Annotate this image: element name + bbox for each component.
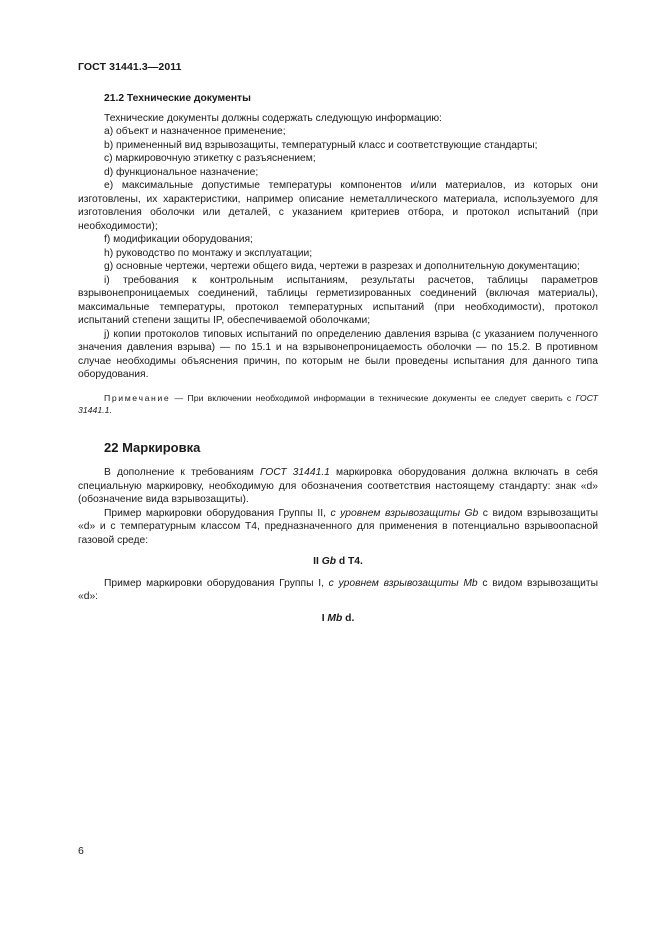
note-text: — При включении необходимой информации в технические документы ее следует сверить с [170, 392, 576, 403]
page-number: 6 [78, 845, 84, 857]
list-item: c) маркировочную этикетку с разъяснением; [104, 153, 316, 164]
note-reference: ГОСТ 31441.1 [78, 392, 598, 415]
p3-text-b: с видом взрывозащиты «d»: [78, 577, 598, 602]
document-header: ГОСТ 31441.3—2011 [78, 61, 182, 73]
section-22-paragraph-2 [78, 507, 598, 548]
p1-reference: ГОСТ 31441.1 [259, 467, 330, 478]
p1-text-b: маркировка оборудования должна включать в себя специальную маркировку, необходимую для обозначения соответствия настоящему стандарту: знак «d» (обозначение вида взрывозащиты). [78, 467, 598, 505]
list-item: e) максимальные допустимые температуры компонентов и/или материалов, из которых они изготовлены, их характеристики, например описание неметаллического материала, используемого для изготовления оболочки или деталей, с указанием критериев отбора, и протокол испытаний (при необходимости); [78, 180, 598, 232]
mark1-a: II [313, 556, 322, 567]
p3-text-a: Пример маркировки оборудования Группы I, [104, 577, 329, 589]
marking-example-1 [78, 555, 598, 569]
p1-text-a: В дополнение к требованиям [104, 467, 260, 478]
list-item: h) руководство по монтажу и эксплуатации; [104, 247, 313, 259]
section-22-paragraph-3 [78, 577, 598, 604]
document-body [78, 92, 598, 633]
marking-example-2 [78, 612, 598, 626]
list-item: g) основные чертежи, чертежи общего вида, чертежи в разрезах и дополнительную документацию; [104, 261, 580, 272]
mark2-italic: Mb [327, 612, 343, 624]
list-item: j) копии протоколов типовых испытаний по определению давления взрыва (с указанием полученного значения давления взрыва) — по 15.1 и на взрывонепроницаемость оболочки — по 15.2. В противном случае необходимы объяснения причин, по которым не были проведены испытания для данного типа оборудования. [78, 328, 598, 380]
p2-text-b: с видом взрывозащиты «d» и с температурным классом T4, предназначенного для применения в потенциально взрывоопасной газовой среде: [78, 507, 598, 546]
p2-italic: с уровнем взрывозащиты Gb [330, 507, 479, 519]
section-22-paragraph-1 [78, 466, 598, 507]
mark1-b: d T4. [336, 556, 363, 567]
mark2-b: d. [342, 612, 355, 624]
list-item: a) объект и назначенное применение; [104, 126, 286, 137]
p3-italic: с уровнем взрывозащиты Mb [328, 577, 478, 589]
section-21-2-title: 21.2 Технические документы [104, 93, 251, 104]
note-label: Примечание [104, 392, 171, 403]
list-item: f) модификации оборудования; [104, 234, 253, 245]
section-22-title: 22 Маркировка [104, 439, 201, 455]
note-paragraph [78, 392, 598, 416]
mark2-a: I [321, 612, 328, 624]
note-end: . [109, 404, 112, 415]
p2-text-a: Пример маркировки оборудования Группы II, [104, 507, 331, 519]
section-21-2-intro: Технические документы должны содержать следующую информацию: [104, 112, 442, 124]
list-item: b) примененный вид взрывозащиты, температурный класс и соответствующие стандарты; [104, 139, 538, 151]
list-item: d) функциональное назначение; [104, 166, 259, 178]
mark1-italic: Gb [321, 556, 336, 567]
list-item: i) требования к контрольным испытаниям, результаты расчетов, таблицы параметров взрывонепроницаемых соединений, таблицы герметизированных соединений (включая материалы), максимальные температуры, протокол температурных испытаний (при необходимости), протокол испытаний степени защиты IP, обеспечиваемой оболочками; [78, 274, 598, 326]
